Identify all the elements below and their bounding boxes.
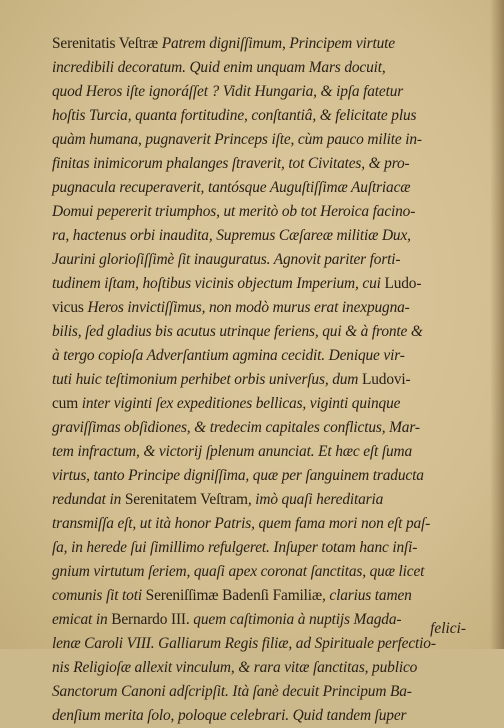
text-line: [52, 584, 472, 608]
text-line: [52, 296, 472, 320]
italic-text: comunis ſit toti: [52, 587, 146, 604]
italic-text: bilis, ſed gladius bis acutus utrinque feriens, qui & à fronte &: [52, 323, 423, 340]
text-line: [52, 80, 472, 104]
italic-text: tudinem iſtam, hoſtibus vicinis objectum Imperium, cui: [52, 275, 385, 292]
italic-text: denſium merita ſolo, poloque celebrari. Quid tandem ſuper: [52, 707, 407, 724]
text-line: [52, 200, 472, 224]
text-line: [52, 680, 472, 704]
text-line: [52, 512, 472, 536]
text-line: [52, 128, 472, 152]
italic-text: virtus, tanto Principe digniſſima, quæ per ſanguinem traducta: [52, 467, 424, 484]
italic-text: Domui pepererit triumphos, ut meritò ob tot Heroica facino-: [52, 203, 416, 220]
text-line: [52, 488, 472, 512]
roman-text: Ludovi-: [361, 371, 411, 388]
italic-text: tem infractum, & victorij ſplenum anunciat. Et hæc eſt ſuma: [52, 443, 413, 460]
text-line: [52, 248, 472, 272]
roman-text: Sereniſſimæ Badenſi Familiæ: [145, 587, 323, 604]
italic-text: incredibili decoratum. Quid enim unquam Mars docuit,: [52, 59, 386, 76]
text-line: [52, 344, 472, 368]
italic-text: redundat in: [52, 491, 125, 508]
italic-text: finitas inimicorum phalanges ſtraverit, tot Civitates, & pro-: [52, 155, 410, 172]
roman-text: Serenitatis Veſtræ: [52, 35, 162, 52]
roman-text: Bernardo III.: [111, 611, 190, 628]
italic-text: quem caſtimonia à nuptijs Magda-: [189, 611, 402, 628]
italic-text: ra, hactenus orbi inaudita, Supremus Cæſareæ militiæ Dux,: [52, 227, 411, 244]
text-line: [52, 416, 472, 440]
text-line: [52, 368, 472, 392]
italic-text: pugnacula recuperaverit, tantósque Auguſtiſſimæ Auſtriacæ: [52, 179, 411, 196]
text-line: [52, 272, 472, 296]
catchword: felici-: [430, 620, 466, 637]
text-line: [52, 560, 472, 584]
text-line: [52, 32, 472, 56]
italic-text: emicat in: [52, 611, 112, 628]
roman-text: Serenitatem Veſtram: [124, 491, 248, 508]
italic-text: quod Heros iſte ignoráſſet ? Vidit Hungaria, & ipſa fatetur: [52, 83, 404, 100]
text-line: [52, 104, 472, 128]
italic-text: hoſtis Turcia, quanta fortitudine, conſtantiâ, & felicitate plus: [52, 107, 417, 124]
italic-text: Jaurini glorioſiſſimè ſit inauguratus. Agnovit pariter forti-: [52, 251, 401, 268]
roman-text: Ludo-: [384, 275, 422, 292]
text-line: [52, 224, 472, 248]
text-line: [52, 440, 472, 464]
body-text: [52, 32, 472, 728]
italic-text: Heros invictiſſimus, non modò murus erat inexpugna-: [87, 299, 410, 316]
page-edge-shadow: [490, 0, 504, 649]
text-line: [52, 704, 472, 728]
italic-text: nis Religioſæ allexit vinculum, & rara vitæ ſanctitas, publico: [52, 659, 418, 676]
text-line: [52, 608, 472, 632]
italic-text: tuti huic teſtimonium perhibet orbis univerſus, dum: [52, 371, 362, 388]
text-line: [52, 464, 472, 488]
text-line: [52, 536, 472, 560]
roman-text: cum: [52, 395, 82, 412]
text-line: [52, 320, 472, 344]
text-line: [52, 656, 472, 680]
italic-text: ſa, in herede ſui ſimillimo refulgeret. Inſuper totam hanc inſi-: [52, 539, 418, 556]
italic-text: gnium virtutum ſeriem, quaſi apex coronat ſanctitas, quæ licet: [52, 563, 425, 580]
roman-text: vicus: [52, 299, 88, 316]
italic-text: inter viginti ſex expeditiones bellicas, viginti quinque: [81, 395, 401, 412]
italic-text: quàm humana, pugnaverit Princeps iſte, cùm pauco milite in-: [52, 131, 422, 148]
text-line: [52, 152, 472, 176]
italic-text: Patrem digniſſimum, Principem virtute: [161, 35, 395, 52]
italic-text: , imò quaſi hereditaria: [247, 491, 384, 508]
italic-text: transmiſſa eſt, ut ità honor Patris, quem fama mori non eſt paſ-: [52, 515, 431, 532]
italic-text: lenæ Caroli VIII. Galliarum Regis filiæ, ad Spirituale perfectio-: [52, 635, 436, 652]
text-line: [52, 392, 472, 416]
italic-text: à tergo copioſa Adverſantium agmina cecidit. Denique vir-: [52, 347, 405, 364]
text-line: [52, 632, 472, 656]
italic-text: graviſſimas obſidiones, & tredecim capitales conflictus, Mar-: [52, 419, 420, 436]
text-line: [52, 56, 472, 80]
italic-text: Sanctorum Canoni adſcripſit. Ità ſanè decuit Principum Ba-: [52, 683, 412, 700]
italic-text: , clarius tamen: [322, 587, 412, 604]
text-line: [52, 176, 472, 200]
